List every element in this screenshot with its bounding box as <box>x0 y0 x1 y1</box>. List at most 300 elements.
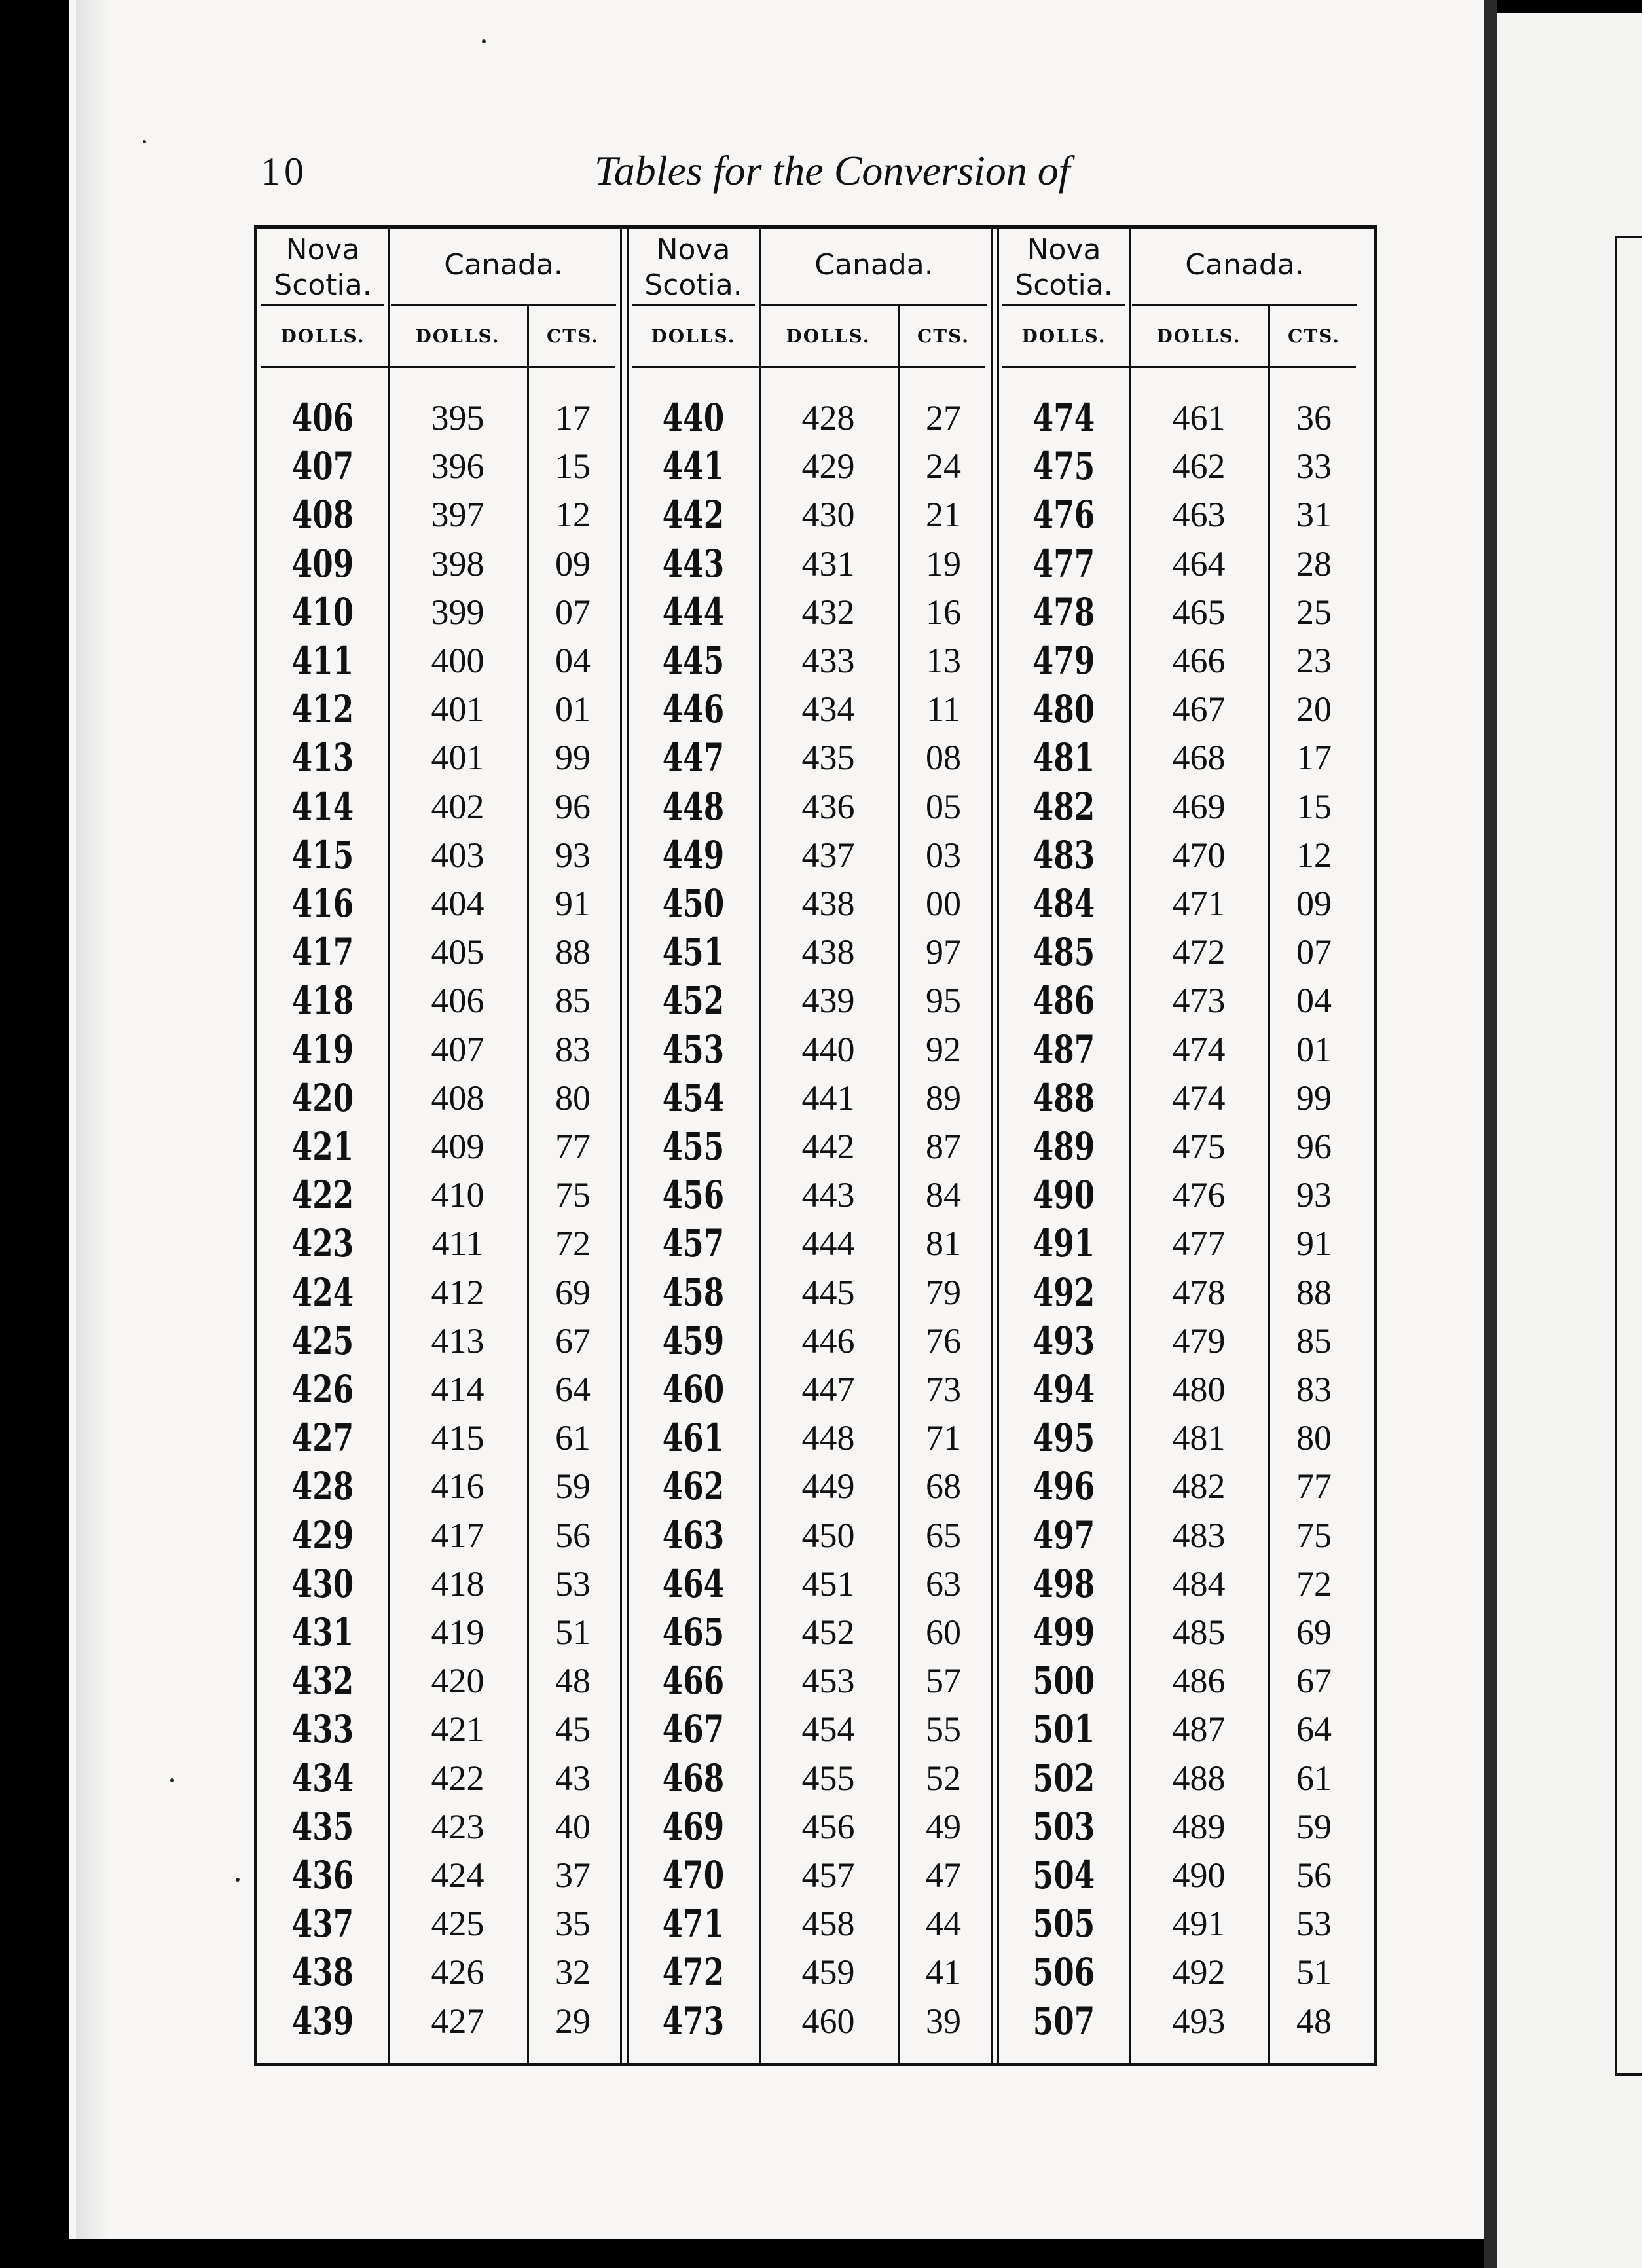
canada-cents-cell: 25 <box>1296 592 1332 632</box>
table-row <box>257 1122 1374 1171</box>
table-row <box>257 636 1374 685</box>
canada-dollars-cell: 428 <box>801 398 855 437</box>
canada-cents-cell: 32 <box>555 1952 591 1992</box>
canada-cents-cell: 69 <box>1296 1613 1332 1652</box>
canada-cents-cell: 27 <box>926 398 961 437</box>
header-rule <box>632 304 755 306</box>
facing-page-table-edge <box>1615 236 1642 2076</box>
canada-cents-cell: 96 <box>555 786 591 826</box>
ns-dolls-unit: DOLLS. <box>280 325 365 347</box>
canada-dolls-unit: DOLLS. <box>415 325 500 347</box>
canada-dollars-cell: 450 <box>801 1515 855 1555</box>
nova-scotia-dollars-cell: 431 <box>291 1610 354 1655</box>
nova-scotia-dollars-cell: 437 <box>291 1901 354 1947</box>
canada-dollars-cell: 439 <box>801 981 855 1021</box>
table-row <box>257 1268 1374 1317</box>
canada-cents-cell: 85 <box>555 981 591 1021</box>
table-row <box>257 1705 1374 1753</box>
nova-scotia-dollars-cell: 462 <box>662 1464 725 1509</box>
nova-scotia-dollars-cell: 424 <box>291 1270 354 1315</box>
canada-cents-cell: 52 <box>926 1758 961 1798</box>
canada-cents-cell: 63 <box>926 1564 961 1603</box>
canada-cents-cell: 97 <box>926 932 961 972</box>
nova-scotia-dollars-cell: 503 <box>1032 1804 1095 1849</box>
table-row <box>257 1025 1374 1074</box>
canada-dollars-cell: 414 <box>431 1370 484 1409</box>
nova-scotia-dollars-cell: 416 <box>291 881 354 926</box>
nova-scotia-dollars-cell: 421 <box>291 1124 354 1169</box>
canada-cents-cell: 59 <box>555 1467 591 1507</box>
table-row <box>257 685 1374 733</box>
nova-scotia-dollars-cell: 450 <box>662 881 725 926</box>
canada-cents-cell: 85 <box>1296 1321 1332 1361</box>
canada-dollars-cell: 399 <box>431 592 484 632</box>
nova-scotia-dollars-cell: 468 <box>662 1755 725 1801</box>
canada-cents-cell: 35 <box>555 1904 591 1944</box>
nova-scotia-dollars-cell: 491 <box>1032 1221 1095 1266</box>
canada-dollars-cell: 489 <box>1172 1806 1226 1846</box>
nova-scotia-dollars-cell: 439 <box>291 1998 354 2043</box>
nova-scotia-dollars-cell: 485 <box>1032 930 1095 975</box>
nova-scotia-dollars-cell: 436 <box>291 1853 354 1897</box>
table-row <box>257 490 1374 539</box>
canada-dollars-cell: 396 <box>431 447 484 486</box>
table-row <box>257 1317 1374 1365</box>
nova-scotia-dollars-cell: 453 <box>662 1027 725 1072</box>
units-rule <box>632 366 985 368</box>
canada-dollars-cell: 398 <box>431 543 484 583</box>
canada-cents-cell: 55 <box>926 1710 961 1749</box>
nova-scotia-dollars-cell: 471 <box>662 1901 725 1947</box>
canada-dollars-cell: 470 <box>1172 835 1226 875</box>
canada-cents-cell: 92 <box>926 1029 961 1069</box>
nova-scotia-dollars-cell: 443 <box>662 541 725 586</box>
canada-cents-cell: 95 <box>926 981 961 1021</box>
canada-dollars-cell: 472 <box>1172 932 1226 972</box>
canada-cents-cell: 56 <box>1296 1856 1332 1895</box>
canada-dollars-cell: 448 <box>801 1418 855 1458</box>
canada-cents-cell: 48 <box>555 1661 591 1701</box>
table-row <box>257 393 1374 442</box>
nova-scotia-dollars-cell: 464 <box>662 1561 725 1606</box>
canada-cents-cell: 65 <box>926 1515 961 1555</box>
canada-dollars-cell: 436 <box>801 786 855 826</box>
canada-cents-cell: 71 <box>926 1418 961 1458</box>
table-row <box>257 1462 1374 1510</box>
canada-cents-cell: 17 <box>1296 738 1332 778</box>
canada-cents-cell: 73 <box>926 1370 961 1409</box>
canada-dollars-cell: 467 <box>1172 689 1226 729</box>
nova-scotia-dollars-cell: 452 <box>662 978 725 1023</box>
nova-scotia-dollars-cell: 435 <box>291 1804 354 1849</box>
canada-dollars-cell: 437 <box>801 835 855 875</box>
canada-dollars-cell: 420 <box>431 1661 484 1701</box>
nova-scotia-dollars-cell: 467 <box>662 1707 725 1752</box>
canada-dollars-cell: 406 <box>431 981 484 1021</box>
canada-cents-cell: 79 <box>926 1272 961 1312</box>
nova-scotia-dollars-cell: 460 <box>662 1367 725 1412</box>
canada-cents-cell: 77 <box>1296 1467 1332 1507</box>
table-row <box>257 1219 1374 1268</box>
canada-cents-cell: 39 <box>926 2001 961 2041</box>
canada-dollars-cell: 423 <box>431 1806 484 1846</box>
nova-scotia-dollars-cell: 445 <box>662 638 725 683</box>
canada-cents-cell: 05 <box>926 786 961 826</box>
canada-cents-cell: 45 <box>555 1710 591 1749</box>
canada-dollars-cell: 493 <box>1172 2001 1226 2041</box>
canada-dollars-cell: 476 <box>1172 1175 1226 1215</box>
canada-cents-cell: 72 <box>1296 1564 1332 1603</box>
nova-scotia-dollars-cell: 496 <box>1032 1464 1095 1509</box>
nova-scotia-dollars-cell: 502 <box>1032 1755 1095 1801</box>
canada-dollars-cell: 411 <box>431 1224 484 1264</box>
nova-scotia-dollars-cell: 506 <box>1032 1950 1095 1995</box>
canada-cents-cell: 87 <box>926 1127 961 1166</box>
nova-scotia-dollars-cell: 505 <box>1032 1901 1095 1947</box>
ns-dolls-unit: DOLLS. <box>1021 325 1106 347</box>
canada-dollars-cell: 451 <box>801 1564 855 1603</box>
canada-cents-cell: 48 <box>1296 2001 1332 2041</box>
canada-dollars-cell: 478 <box>1172 1272 1226 1312</box>
nova-scotia-dollars-cell: 415 <box>291 832 354 877</box>
canada-dollars-cell: 401 <box>431 738 484 778</box>
canada-dollars-cell: 484 <box>1172 1564 1226 1603</box>
table-row <box>257 879 1374 928</box>
canada-cents-cell: 51 <box>555 1613 591 1652</box>
book-gutter <box>1484 0 1497 2268</box>
nova-scotia-dollars-cell: 411 <box>291 638 354 683</box>
nova-scotia-dollars-cell: 412 <box>291 687 354 732</box>
canada-dollars-cell: 408 <box>431 1078 484 1118</box>
nova-scotia-dollars-cell: 481 <box>1032 735 1095 780</box>
canada-cents-cell: 77 <box>555 1127 591 1166</box>
canada-cents-cell: 88 <box>1296 1272 1332 1312</box>
nova-scotia-dollars-cell: 448 <box>662 784 725 829</box>
table-row <box>257 1802 1374 1851</box>
canada-dollars-cell: 431 <box>801 543 855 583</box>
nova-scotia-dollars-cell: 470 <box>662 1853 725 1897</box>
canada-cents-cell: 56 <box>555 1515 591 1555</box>
canada-cents-cell: 33 <box>1296 447 1332 486</box>
nova-scotia-dollars-cell: 499 <box>1032 1610 1095 1655</box>
canada-dollars-cell: 438 <box>801 884 855 923</box>
nova-scotia-dollars-cell: 494 <box>1032 1367 1095 1412</box>
nova-scotia-dollars-cell: 495 <box>1032 1416 1095 1461</box>
canada-dollars-cell: 487 <box>1172 1710 1226 1749</box>
print-speck <box>236 1878 240 1882</box>
canada-dollars-cell: 454 <box>801 1710 855 1749</box>
canada-cents-cell: 67 <box>555 1321 591 1361</box>
canada-dollars-cell: 455 <box>801 1758 855 1798</box>
nova-scotia-dollars-cell: 407 <box>291 444 354 489</box>
nova-scotia-dollars-cell: 501 <box>1032 1707 1095 1752</box>
canada-dollars-cell: 461 <box>1172 398 1226 437</box>
canada-cents-cell: 84 <box>926 1175 961 1215</box>
nova-scotia-dollars-cell: 433 <box>291 1707 354 1752</box>
canada-dollars-cell: 405 <box>431 932 484 972</box>
canada-cents-unit: CTS. <box>1287 325 1341 347</box>
nova-scotia-dollars-cell: 469 <box>662 1804 725 1849</box>
table-row <box>257 1414 1374 1462</box>
units-rule <box>261 366 615 368</box>
nova-scotia-dollars-cell: 497 <box>1032 1512 1095 1558</box>
nova-scotia-dollars-cell: 440 <box>662 395 725 440</box>
canada-dollars-cell: 438 <box>801 932 855 972</box>
table-row <box>257 588 1374 636</box>
canada-dollars-cell: 459 <box>801 1952 855 1992</box>
canada-cents-cell: 91 <box>555 884 591 923</box>
canada-dollars-cell: 416 <box>431 1467 484 1507</box>
canada-cents-cell: 93 <box>1296 1175 1332 1215</box>
table-row <box>257 928 1374 976</box>
page-number: 10 <box>261 150 308 193</box>
canada-cents-cell: 16 <box>926 592 961 632</box>
nova-scotia-dollars-cell: 408 <box>291 492 354 538</box>
table-row <box>257 1997 1374 2045</box>
canada-dollars-cell: 449 <box>801 1467 855 1507</box>
table-row <box>257 1074 1374 1122</box>
canada-cents-cell: 64 <box>1296 1710 1332 1749</box>
canada-dollars-cell: 432 <box>801 592 855 632</box>
nova-scotia-dollars-cell: 480 <box>1032 687 1095 732</box>
canada-dollars-cell: 400 <box>431 641 484 680</box>
canada-cents-cell: 19 <box>926 543 961 583</box>
canada-cents-cell: 75 <box>1296 1515 1332 1555</box>
table-row <box>257 1171 1374 1219</box>
table-row <box>257 1608 1374 1656</box>
canada-dolls-unit: DOLLS. <box>1156 325 1241 347</box>
nova-scotia-dollars-cell: 425 <box>291 1318 354 1363</box>
nova-scotia-dollars-cell: 428 <box>291 1464 354 1509</box>
nova-scotia-dollars-cell: 500 <box>1032 1658 1095 1704</box>
canada-dollars-cell: 422 <box>431 1758 484 1798</box>
canada-dollars-cell: 425 <box>431 1904 484 1944</box>
canada-dollars-cell: 445 <box>801 1272 855 1312</box>
canada-cents-cell: 99 <box>1296 1078 1332 1118</box>
canada-dollars-cell: 440 <box>801 1029 855 1069</box>
canada-dollars-cell: 481 <box>1172 1418 1226 1458</box>
canada-cents-cell: 96 <box>1296 1127 1332 1166</box>
nova-scotia-dollars-cell: 478 <box>1032 589 1095 634</box>
nova-scotia-dollars-cell: 414 <box>291 784 354 829</box>
canada-cents-cell: 72 <box>555 1224 591 1264</box>
nova-scotia-dollars-cell: 429 <box>291 1512 354 1558</box>
canada-cents-cell: 41 <box>926 1952 961 1992</box>
nova-scotia-dollars-cell: 493 <box>1032 1318 1095 1363</box>
canada-cents-cell: 20 <box>1296 689 1332 729</box>
canada-cents-cell: 83 <box>555 1029 591 1069</box>
nova-scotia-dollars-cell: 432 <box>291 1658 354 1704</box>
canada-dollars-cell: 480 <box>1172 1370 1226 1409</box>
table-row <box>257 1754 1374 1802</box>
canada-cents-cell: 15 <box>555 447 591 486</box>
canada-cents-cell: 31 <box>1296 495 1332 535</box>
canada-cents-cell: 80 <box>1296 1418 1332 1458</box>
canada-dollars-cell: 485 <box>1172 1613 1226 1652</box>
canada-cents-cell: 89 <box>926 1078 961 1118</box>
nova-scotia-dollars-cell: 454 <box>662 1075 725 1120</box>
canada-dollars-cell: 421 <box>431 1710 484 1749</box>
canada-cents-cell: 88 <box>555 932 591 972</box>
nova-scotia-dollars-cell: 488 <box>1032 1075 1095 1120</box>
canada-cents-cell: 93 <box>555 835 591 875</box>
canada-dolls-unit: DOLLS. <box>786 325 871 347</box>
canada-cents-cell: 09 <box>1296 884 1332 923</box>
canada-cents-cell: 29 <box>555 2001 591 2041</box>
nova-scotia-dollars-cell: 475 <box>1032 444 1095 489</box>
canada-cents-cell: 75 <box>555 1175 591 1215</box>
nova-scotia-dollars-cell: 456 <box>662 1173 725 1218</box>
canada-cents-cell: 40 <box>555 1806 591 1846</box>
canada-dollars-cell: 446 <box>801 1321 855 1361</box>
canada-cents-cell: 15 <box>1296 786 1332 826</box>
nova-scotia-dollars-cell: 430 <box>291 1561 354 1606</box>
canada-cents-cell: 81 <box>926 1224 961 1264</box>
canada-dollars-cell: 447 <box>801 1370 855 1409</box>
nova-scotia-dollars-cell: 498 <box>1032 1561 1095 1606</box>
canada-cents-cell: 51 <box>1296 1952 1332 1992</box>
canada-cents-cell: 07 <box>555 592 591 632</box>
canada-dollars-cell: 486 <box>1172 1661 1226 1701</box>
canada-cents-cell: 57 <box>926 1661 961 1701</box>
canada-dollars-cell: 458 <box>801 1904 855 1944</box>
nova-scotia-dollars-cell: 461 <box>662 1416 725 1461</box>
canada-cents-cell: 04 <box>1296 981 1332 1021</box>
canada-dollars-cell: 435 <box>801 738 855 778</box>
nova-scotia-dollars-cell: 406 <box>291 395 354 440</box>
header-rule <box>761 304 987 306</box>
canada-dollars-cell: 474 <box>1172 1078 1226 1118</box>
canada-dollars-cell: 468 <box>1172 738 1226 778</box>
page-binding-edge <box>76 0 109 2239</box>
canada-dollars-cell: 482 <box>1172 1467 1226 1507</box>
canada-cents-cell: 12 <box>555 495 591 535</box>
canada-dollars-cell: 465 <box>1172 592 1226 632</box>
canada-cents-cell: 53 <box>555 1564 591 1603</box>
nova-scotia-dollars-cell: 409 <box>291 541 354 586</box>
canada-cents-cell: 11 <box>926 689 960 729</box>
canada-dollars-cell: 457 <box>801 1856 855 1895</box>
canada-dollars-cell: 427 <box>431 2001 484 2041</box>
nova-scotia-dollars-cell: 476 <box>1032 492 1095 538</box>
canada-dollars-cell: 456 <box>801 1806 855 1846</box>
canada-cents-unit: CTS. <box>917 325 970 347</box>
table-row <box>257 782 1374 831</box>
canada-dollars-cell: 402 <box>431 786 484 826</box>
canada-cents-cell: 00 <box>926 884 961 923</box>
nova-scotia-dollars-cell: 455 <box>662 1124 725 1169</box>
canada-dollars-cell: 443 <box>801 1175 855 1215</box>
canada-header: Canada. <box>814 248 934 282</box>
canada-dollars-cell: 475 <box>1172 1127 1226 1166</box>
canada-dollars-cell: 464 <box>1172 543 1226 583</box>
table-row <box>257 442 1374 490</box>
canada-dollars-cell: 395 <box>431 398 484 437</box>
canada-dollars-cell: 441 <box>801 1078 855 1118</box>
canada-dollars-cell: 424 <box>431 1856 484 1895</box>
nova-scotia-dollars-cell: 420 <box>291 1075 354 1120</box>
nova-scotia-dollars-cell: 483 <box>1032 832 1095 877</box>
canada-cents-cell: 12 <box>1296 835 1332 875</box>
nova-scotia-dollars-cell: 487 <box>1032 1027 1095 1072</box>
nova-scotia-dollars-cell: 474 <box>1032 395 1095 440</box>
nova-scotia-dollars-cell: 477 <box>1032 541 1095 586</box>
nova-scotia-dollars-cell: 447 <box>662 735 725 780</box>
nova-scotia-dollars-cell: 438 <box>291 1950 354 1995</box>
nova-scotia-dollars-cell: 427 <box>291 1416 354 1461</box>
canada-cents-cell: 01 <box>555 689 591 729</box>
canada-cents-unit: CTS. <box>546 325 600 347</box>
canada-dollars-cell: 452 <box>801 1613 855 1652</box>
table-row <box>257 976 1374 1025</box>
canada-dollars-cell: 463 <box>1172 495 1226 535</box>
canada-cents-cell: 08 <box>926 738 961 778</box>
nova-scotia-dollars-cell: 426 <box>291 1367 354 1412</box>
canada-dollars-cell: 473 <box>1172 981 1226 1021</box>
nova-scotia-dollars-cell: 458 <box>662 1270 725 1315</box>
nova-scotia-dollars-cell: 492 <box>1032 1270 1095 1315</box>
conversion-table <box>254 225 1377 2066</box>
nova-scotia-dollars-cell: 473 <box>662 1998 725 2043</box>
canada-dollars-cell: 409 <box>431 1127 484 1166</box>
header-rule <box>1132 304 1357 306</box>
canada-dollars-cell: 444 <box>801 1224 855 1264</box>
canada-cents-cell: 44 <box>926 1904 961 1944</box>
canada-dollars-cell: 474 <box>1172 1029 1226 1069</box>
header-rule <box>261 304 384 306</box>
header-rule <box>391 304 616 306</box>
table-row <box>257 1656 1374 1705</box>
canada-dollars-cell: 407 <box>431 1029 484 1069</box>
canada-cents-cell: 07 <box>1296 932 1332 972</box>
canada-cents-cell: 03 <box>926 835 961 875</box>
canada-dollars-cell: 426 <box>431 1952 484 1992</box>
canada-dollars-cell: 429 <box>801 447 855 486</box>
canada-cents-cell: 61 <box>555 1418 591 1458</box>
nova-scotia-dollars-cell: 446 <box>662 687 725 732</box>
canada-dollars-cell: 433 <box>801 641 855 680</box>
canada-cents-cell: 36 <box>1296 398 1332 437</box>
nova-scotia-dollars-cell: 463 <box>662 1512 725 1558</box>
table-row <box>257 1511 1374 1560</box>
canada-dollars-cell: 479 <box>1172 1321 1226 1361</box>
nova-scotia-dollars-cell: 423 <box>291 1221 354 1266</box>
table-row <box>257 1948 1374 1996</box>
canada-dollars-cell: 483 <box>1172 1515 1226 1555</box>
nova-scotia-dollars-cell: 457 <box>662 1221 725 1266</box>
nova-scotia-header: Nova Scotia. <box>644 233 742 302</box>
canada-dollars-cell: 488 <box>1172 1758 1226 1798</box>
nova-scotia-dollars-cell: 410 <box>291 589 354 634</box>
nova-scotia-dollars-cell: 422 <box>291 1173 354 1218</box>
header-rule <box>1002 304 1125 306</box>
canada-cents-cell: 68 <box>926 1467 961 1507</box>
canada-cents-cell: 43 <box>555 1758 591 1798</box>
canada-dollars-cell: 453 <box>801 1661 855 1701</box>
canada-cents-cell: 59 <box>1296 1806 1332 1846</box>
table-row <box>257 540 1374 588</box>
canada-cents-cell: 49 <box>926 1806 961 1846</box>
canada-cents-cell: 09 <box>555 543 591 583</box>
table-row <box>257 733 1374 782</box>
canada-dollars-cell: 418 <box>431 1564 484 1603</box>
nova-scotia-dollars-cell: 418 <box>291 978 354 1023</box>
canada-cents-cell: 99 <box>555 738 591 778</box>
canada-header: Canada. <box>444 248 563 282</box>
canada-dollars-cell: 404 <box>431 884 484 923</box>
canada-header: Canada. <box>1185 248 1304 282</box>
canada-dollars-cell: 462 <box>1172 447 1226 486</box>
